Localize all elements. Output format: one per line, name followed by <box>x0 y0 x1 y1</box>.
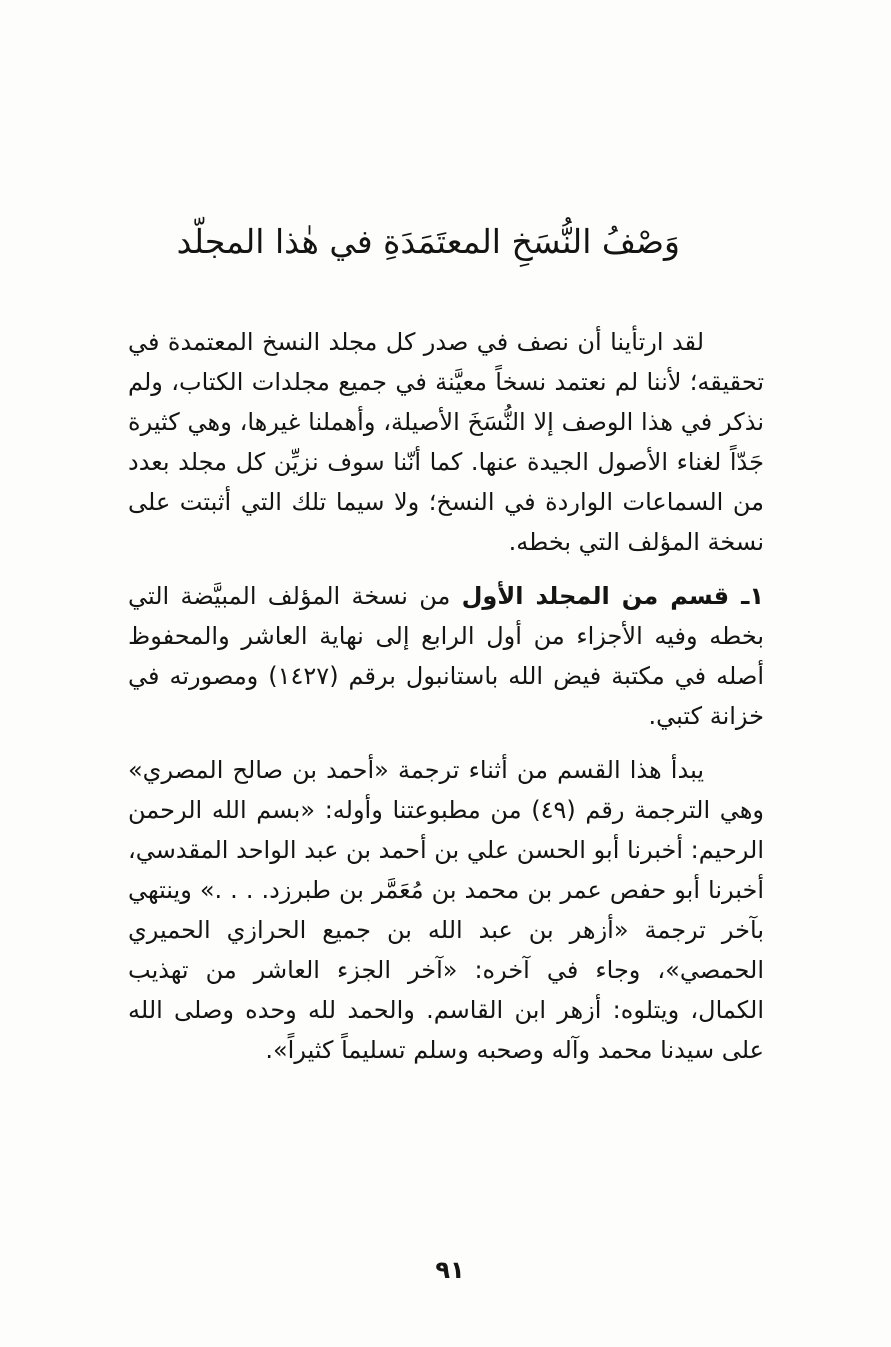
manuscript-description-paragraph <box>128 576 764 736</box>
section-heading: وَصْفُ النُّسَخِ المعتَمَدَةِ في هٰذا المجلّد <box>176 222 680 261</box>
body-text <box>128 322 764 1084</box>
manuscript-heading: ١ـ قسم من المجلد الأول <box>461 582 765 610</box>
manuscript-contents-paragraph: يبدأ هذا القسم من أثناء ترجمة «أحمد بن صالح المصري» وهي الترجمة رقم (٤٩) من مطبوعتنا وأوله: «بسم الله الرحمن الرحيم: أخبرنا أبو الحسن علي بن أحمد بن عبد الواحد المقدسي، أخبرنا أبو حفص عمر بن محمد بن مُعَمَّر بن طبرزد. . . .» وينتهي بآخر ترجمة «أزهر بن عبد الله بن جميع الحرازي الحميري الحمصي»، وجاء في آخره: «آخر الجزء العاشر من تهذيب الكمال، ويتلوه: أزهر ابن القاسم. والحمد لله وحده وصلى الله على سيدنا محمد وآله وصحبه وسلم تسليماً كثيراً». <box>128 756 765 1064</box>
manuscript-description: من نسخة المؤلف المبيَّضة التي بخطه وفيه الأجزاء من أول الرابع إلى نهاية العاشر والمحفوظ أصله في مكتبة فيض الله باستانبول برقم (١٤٢٧) ومصورته في خزانة كتبي. <box>128 582 764 730</box>
page-number: ٩١ <box>435 1256 465 1284</box>
intro-paragraph: لقد ارتأينا أن نصف في صدر كل مجلد النسخ المعتمدة في تحقيقه؛ لأننا لم نعتمد نسخاً معيَّنة في جميع مجلدات الكتاب، ولم نذكر في هذا الوصف إلا النُّسَخَ الأصيلة، وأهملنا غيرها، وهي كثيرة جَدّاً لغناء الأصول الجيدة عنها. كما أنّنا سوف نزيِّن كل مجلد بعدد من السماعات الواردة في النسخ؛ ولا سيما تلك التي أثبتت على نسخة المؤلف التي بخطه. <box>128 328 764 556</box>
